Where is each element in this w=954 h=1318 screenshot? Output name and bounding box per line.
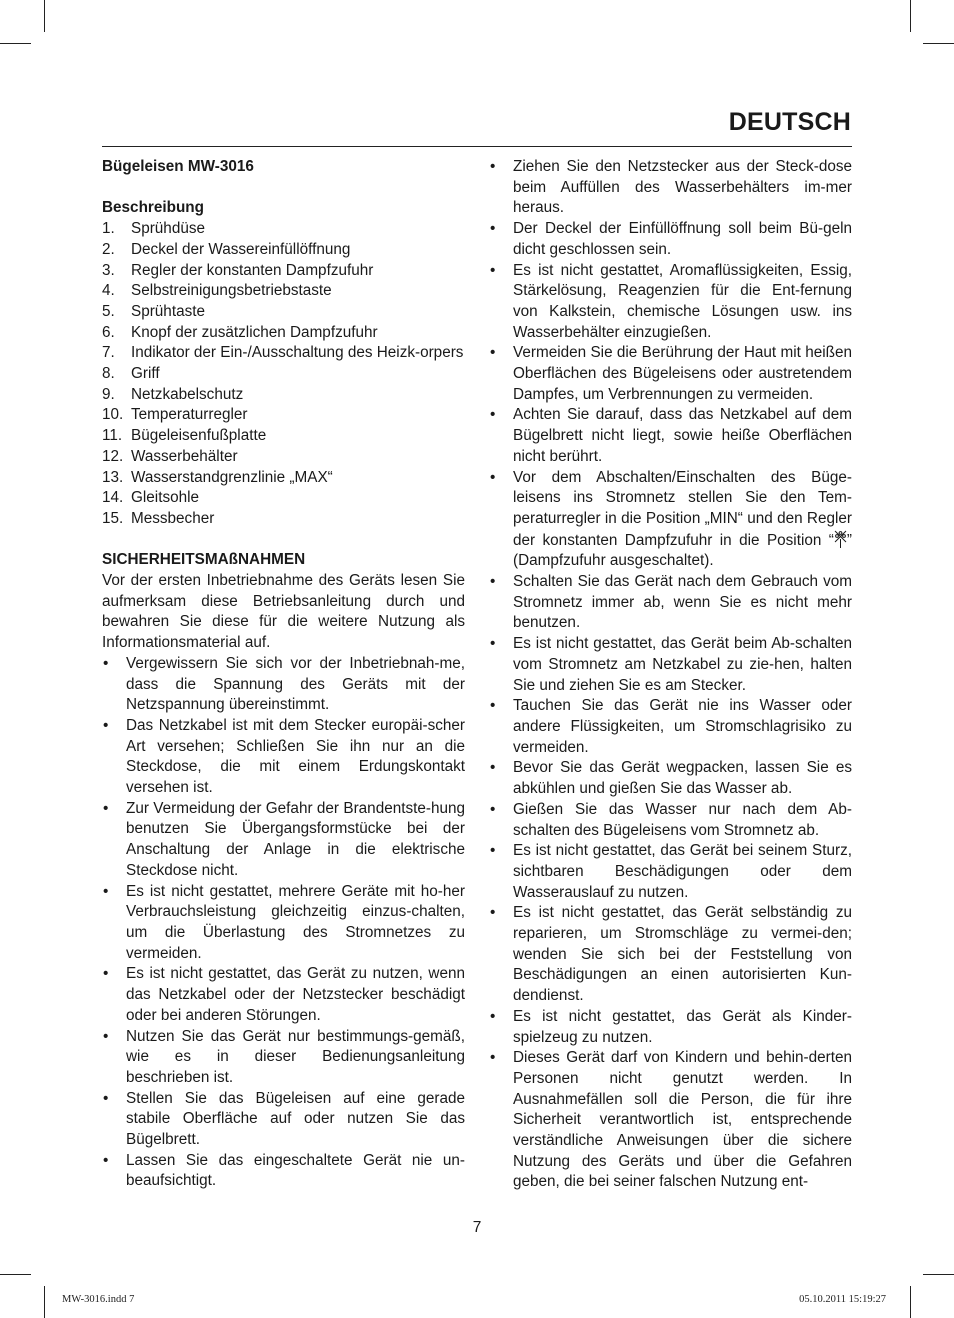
bullet-icon: • <box>490 842 496 860</box>
bullet-icon: • <box>490 344 496 362</box>
crop-mark <box>0 1274 31 1275</box>
list-text: Griff <box>131 365 160 383</box>
bullet-icon: • <box>490 904 496 922</box>
list-item <box>102 716 465 799</box>
bullet-text: Stellen Sie das Bügeleisen auf eine gerade stabile Oberfläche auf oder nutzen Sie das Bügelbrett. <box>126 1089 465 1149</box>
header-divider <box>102 146 852 147</box>
bullet-text: Gießen Sie das Wasser nur nach dem Ab-schalten des Bügeleisens vom Stromnetz ab. <box>513 800 852 839</box>
list-item <box>489 696 852 758</box>
list-text: Regler der konstanten Dampfzufuhr <box>131 261 374 279</box>
list-item <box>489 572 852 634</box>
list-item <box>102 385 465 406</box>
crop-mark <box>923 1274 954 1275</box>
bullet-icon: • <box>490 1007 496 1025</box>
list-text: Gleitsohle <box>131 489 200 507</box>
bullet-icon: • <box>103 716 109 734</box>
safety-heading: SICHERHEITSMAßNAHMEN <box>102 551 306 569</box>
bullet-icon: • <box>490 635 496 653</box>
bullet-text: Schalten Sie das Gerät nach dem Gebrauch vom Stromnetz immer ab, wenn Sie es nicht mehr benutzen. <box>513 573 852 632</box>
list-text: Sprühdüse <box>131 220 205 238</box>
spacer <box>102 178 465 199</box>
list-number: 2. <box>102 240 115 258</box>
bullet-text <box>513 468 852 573</box>
bullet-text: Dieses Gerät darf von Kindern und behin-derten Personen nicht genutzt werden. In Ausnahmefällen soll die Person, die für ihre Sicherheit verantwortlich ist, entsprechende verständliche Anweisungen über die sichere Nutzung des Geräts und über die Gefahren geben, die bei seiner falschen Nutzung ent- <box>513 1049 852 1191</box>
list-item <box>102 468 465 489</box>
list-number: 9. <box>102 385 115 403</box>
bullet-icon: • <box>490 220 496 238</box>
list-item <box>102 343 465 364</box>
list-item <box>102 364 465 385</box>
list-item <box>102 426 465 447</box>
bullet-text: Tauchen Sie das Gerät nie ins Wasser oder andere Flüssigkeiten, um Stromschlagrisiko zu vermeiden. <box>513 697 852 756</box>
date-slug: 05.10.2011 15:19:27 <box>799 1294 886 1305</box>
list-item <box>489 405 852 467</box>
list-item <box>489 219 852 260</box>
list-number: 11. <box>102 427 123 445</box>
list-item <box>102 509 465 530</box>
bullet-text: Es ist nicht gestattet, das Gerät beim Ab-schalten vom Stromnetz am Netzkabel zu zie-hen, halten Sie und ziehen Sie es am Stecker. <box>513 635 852 694</box>
description-list <box>102 219 465 530</box>
bullet-icon: • <box>103 1089 109 1107</box>
list-item <box>102 302 465 323</box>
bullet-text: Es ist nicht gestattet, das Gerät zu nutzen, wenn das Netzkabel oder der Netzstecker beschädigt oder bei anderen Störungen. <box>126 965 465 1024</box>
bullet-icon: • <box>490 800 496 818</box>
list-item <box>489 261 852 344</box>
bullet-text: Vermeiden Sie die Berührung der Haut mit heißen Oberflächen des Bügeleisens oder austretendem Dampfes, um Verbrennungen zu vermeiden. <box>513 344 852 403</box>
list-item <box>102 654 465 716</box>
list-item <box>489 157 852 219</box>
list-text: Wasserbehälter <box>131 447 238 465</box>
list-number: 7. <box>102 344 115 362</box>
list-text: Wasserstandgrenzlinie „MAX“ <box>131 468 333 486</box>
list-text: Selbstreinigungsbetriebstaste <box>131 282 332 300</box>
list-text: Indikator der Ein-/Ausschaltung des Heizk-orpers <box>131 344 464 362</box>
list-number: 6. <box>102 323 115 341</box>
right-column <box>489 157 852 1193</box>
crop-mark <box>910 1286 911 1318</box>
list-text: Temperaturregler <box>131 406 248 424</box>
safety-list-right-position <box>489 468 852 573</box>
list-item <box>489 841 852 903</box>
list-item <box>102 405 465 426</box>
file-slug: MW-3016.indd 7 <box>62 1294 135 1305</box>
position-text-before: Vor dem Abschalten/Einschalten des Büge-leisens ins Stromnetz stellen Sie den Tem-peraturregler in die Position „MIN“ und den Regler der konstanten Dampfzufuhr in die Position “ <box>513 468 852 549</box>
bullet-icon: • <box>490 158 496 175</box>
list-item <box>102 261 465 282</box>
safety-list-right-a <box>489 157 852 468</box>
bullet-icon: • <box>490 697 496 715</box>
bullet-text: Es ist nicht gestattet, Aromaflüssigkeiten, Essig, Stärkelösung, Reagenzien für die Ent-fernung von Kalkstein, chemische Lösungen usw. ins Wasserbehälter einzugießen. <box>513 261 852 341</box>
spacer <box>102 530 465 551</box>
bullet-icon: • <box>490 261 496 279</box>
bullet-text: Es ist nicht gestattet, das Gerät bei seinem Sturz, sichtbaren Beschädigungen oder dem Wasserauslauf zu nutzen. <box>513 842 852 901</box>
list-item <box>102 882 465 965</box>
list-item <box>489 468 852 573</box>
list-text: Deckel der Wassereinfüllöffnung <box>131 240 351 258</box>
page-title: DEUTSCH <box>728 108 851 136</box>
list-text: Messbecher <box>131 509 215 527</box>
list-item <box>102 1027 465 1089</box>
list-item <box>102 1151 465 1192</box>
list-item <box>489 343 852 405</box>
list-item <box>489 800 852 841</box>
bullet-icon: • <box>490 759 496 777</box>
bullet-text: Es ist nicht gestattet, mehrere Geräte mit ho-her Verbrauchsleistung gleichzeitig einzus-chalten, um die Überlastung des Stromnetzes zu vermeiden. <box>126 882 465 962</box>
crop-mark <box>910 0 911 32</box>
safety-list-left <box>102 654 465 1192</box>
list-item <box>489 634 852 696</box>
list-item <box>489 903 852 1007</box>
list-item <box>102 323 465 344</box>
list-text: Knopf der zusätzlichen Dampfzufuhr <box>131 323 378 341</box>
bullet-text: Vergewissern Sie sich vor der Inbetriebnah-me, dass die Spannung des Geräts mit der Netzspannung übereinstimmt. <box>126 654 465 714</box>
bullet-text: Nutzen Sie das Gerät nur bestimmungs-gemäß, wie es in dieser Bedienungsanleitung beschrieben ist. <box>126 1027 465 1086</box>
bullet-text: Achten Sie darauf, dass das Netzkabel auf dem Bügelbrett nicht liegt, sowie heiße Oberflächen nicht berührt. <box>513 406 852 465</box>
page-number: 7 <box>472 1219 482 1236</box>
list-number: 10. <box>102 406 124 424</box>
list-number: 8. <box>102 365 115 383</box>
bullet-icon: • <box>490 468 496 486</box>
crop-mark <box>923 43 954 44</box>
list-item <box>489 1048 852 1193</box>
list-item <box>102 219 465 240</box>
no-steam-icon <box>834 530 847 549</box>
list-number: 5. <box>102 302 115 320</box>
list-number: 3. <box>102 261 115 279</box>
bullet-text: Der Deckel der Einfüllöffnung soll beim Bü-geln dicht geschlossen sein. <box>513 220 852 258</box>
crop-mark <box>44 0 45 32</box>
list-number: 14. <box>102 489 124 507</box>
list-number: 4. <box>102 282 115 300</box>
bullet-text: Bevor Sie das Gerät wegpacken, lassen Sie es abkühlen und gießen Sie das Wasser ab. <box>513 759 852 798</box>
bullet-text: Das Netzkabel ist mit dem Stecker europäi-scher Art versehen; Schließen Sie ihn nur an die Steckdose, die mit einem Erdungskontakt versehen ist. <box>126 716 465 797</box>
position-text-after: ” (Dampfzufuhr ausgeschaltet). <box>513 531 852 570</box>
list-item <box>102 964 465 1026</box>
list-text: Netzkabelschutz <box>131 385 244 403</box>
crop-mark <box>44 1286 45 1318</box>
safety-list-right-b <box>489 572 852 1193</box>
bullet-icon: • <box>103 799 109 817</box>
list-number: 1. <box>102 220 115 238</box>
crop-mark <box>0 43 31 44</box>
list-item <box>102 281 465 302</box>
bullet-icon: • <box>103 882 109 900</box>
bullet-icon: • <box>490 573 496 591</box>
list-number: 13. <box>102 468 124 486</box>
bullet-icon: • <box>490 406 496 424</box>
list-item <box>489 758 852 799</box>
list-item <box>102 488 465 509</box>
bullet-icon: • <box>103 1151 109 1169</box>
list-text: Sprühtaste <box>131 302 205 320</box>
bullet-text: Ziehen Sie den Netzstecker aus der Steck-dose beim Auffüllen des Wasserbehälters im-mer heraus. <box>513 158 852 217</box>
list-number: 15. <box>102 509 124 527</box>
list-text: Bügeleisenfußplatte <box>131 427 267 445</box>
bullet-icon: • <box>490 1049 496 1067</box>
bullet-icon: • <box>103 654 109 672</box>
list-item <box>102 240 465 261</box>
bullet-text: Es ist nicht gestattet, das Gerät als Kinder-spielzeug zu nutzen. <box>513 1007 852 1046</box>
bullet-text: Lassen Sie das eingeschaltete Gerät nie un-beaufsichtigt. <box>126 1151 465 1190</box>
list-item <box>102 1089 465 1151</box>
product-title: Bügeleisen MW-3016 <box>102 158 254 175</box>
safety-intro: Vor der ersten Inbetriebnahme des Geräts lesen Sie aufmerksam diese Betriebsanleitung durch und bewahren Sie diese für die weitere Nutzung als Informationsmaterial auf. <box>102 572 465 652</box>
description-heading: Beschreibung <box>102 199 204 217</box>
list-item <box>102 447 465 468</box>
list-item <box>102 799 465 882</box>
left-column <box>102 157 465 1192</box>
list-item <box>489 1007 852 1048</box>
bullet-icon: • <box>103 1027 109 1045</box>
bullet-icon: • <box>103 965 109 983</box>
bullet-text: Es ist nicht gestattet, das Gerät selbständig zu reparieren, um Stromschläge zu vermei-den; wenden Sie sich bei der Feststellung von Beschädigungen an einen autorisierten Kun-dendienst. <box>513 904 852 1005</box>
list-number: 12. <box>102 447 124 465</box>
bullet-text: Zur Vermeidung der Gefahr der Brandentste-hung benutzen Sie Übergangsformstücke bei der Anschaltung der Anlage in die elektrische Steckdose nicht. <box>126 799 465 879</box>
